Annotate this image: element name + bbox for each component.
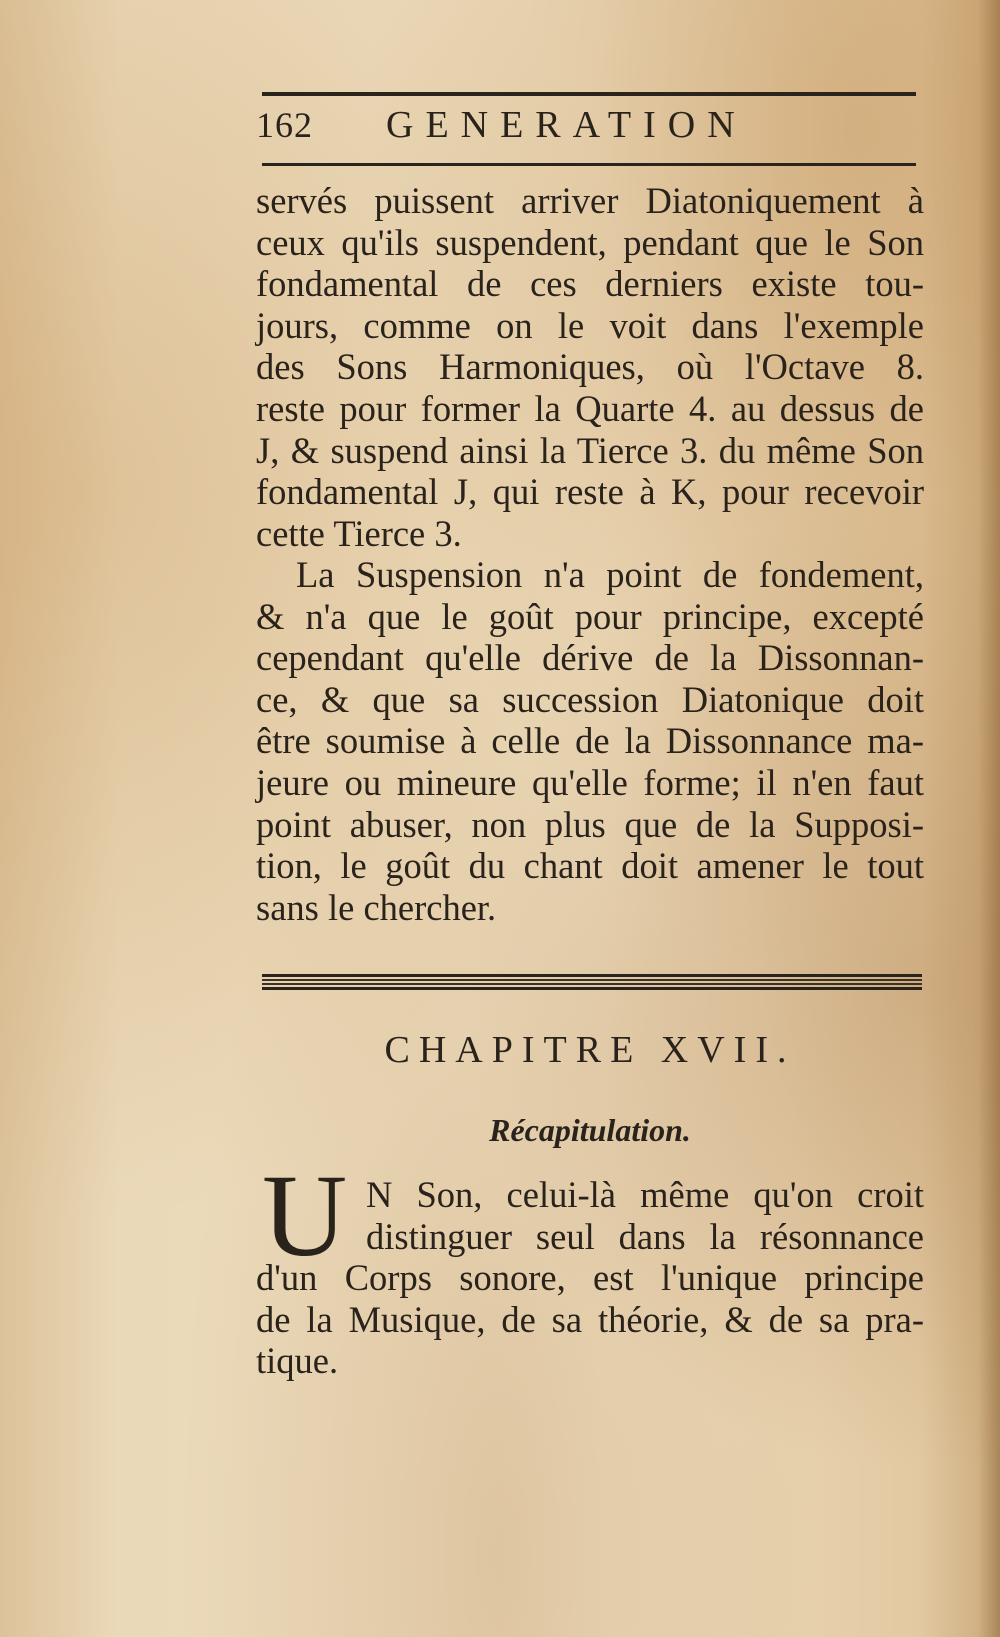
text-line: ceux qu'ils suspendent, pendant que le Son <box>256 221 924 263</box>
running-header <box>256 100 916 150</box>
chapter-heading: CHAPITRE XVII. <box>384 1029 796 1071</box>
text-line: La Suspension n'a point de fondement, <box>296 554 924 595</box>
text-line: J, & suspend ainsi la Tierce 3. du même Son <box>256 429 924 471</box>
text-line: de la Musique, de sa théorie, & de sa pra- <box>256 1298 924 1340</box>
paragraph-recapitulation-opening <box>366 1174 924 1257</box>
text-line: fondamental de ces derniers existe tou- <box>256 263 924 305</box>
header-rule-top <box>262 92 916 96</box>
running-title: GENERATION <box>386 104 747 146</box>
paragraph-suspension-fondement <box>256 554 924 928</box>
text-line: d'un Corps sonore, est l'unique principe <box>256 1257 924 1298</box>
page-gutter-shadow <box>978 0 1000 1637</box>
paragraph-recapitulation-body <box>256 1257 924 1382</box>
text-line: tique. <box>256 1340 339 1382</box>
paragraph-suspension-continued <box>256 180 924 554</box>
chapter-subtitle: Récapitulation. <box>489 1112 691 1148</box>
text-line: être soumise à celle de la Dissonnance ma- <box>256 720 924 762</box>
text-line: jours, comme on le voit dans l'exemple <box>256 304 924 346</box>
drop-cap-initial: U <box>262 1150 348 1281</box>
text-line: sans le chercher. <box>256 886 497 928</box>
text-line: servés puissent arriver Diatoniquement à <box>256 180 924 221</box>
text-line: ce, & que sa succession Diatonique doit <box>256 678 924 720</box>
chapter-ornament-rule <box>262 973 922 991</box>
text-line: tion, le goût du chant doit amener le tout <box>256 845 924 887</box>
text-line: fondamental J, qui reste à K, pour recevoir <box>256 471 924 513</box>
header-rule-bottom <box>262 163 916 166</box>
text-line: des Sons Harmoniques, où l'Octave 8. <box>256 346 924 388</box>
text-line: cependant qu'elle dérive de la Dissonnan- <box>256 637 924 679</box>
text-line: N Son, celui-là même qu'on croit <box>366 1174 924 1215</box>
text-line: & n'a que le goût pour principe, excepté <box>256 595 924 637</box>
page-number: 162 <box>256 105 313 145</box>
text-line: point abuser, non plus que de la Supposi- <box>256 803 924 845</box>
text-line: distinguer seul dans la résonnance <box>366 1215 924 1257</box>
text-line: reste pour former la Quarte 4. au dessus de <box>256 387 924 429</box>
text-line: jeure ou mineure qu'elle forme; il n'en faut <box>256 761 924 803</box>
text-line: cette Tierce 3. <box>256 512 462 554</box>
